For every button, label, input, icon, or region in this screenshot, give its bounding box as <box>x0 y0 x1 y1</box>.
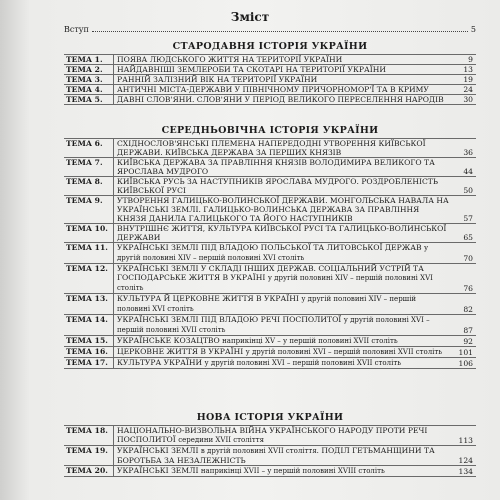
section-heading: СЕРЕДНЬОВІЧНА ІСТОРІЯ УКРАЇНИ <box>161 125 379 136</box>
topic-title <box>114 294 453 315</box>
toc-entry <box>64 95 476 105</box>
page-number: 44 <box>452 158 476 177</box>
topic-number: ТЕМА 11. <box>64 243 114 264</box>
topic-number: ТЕМА 3. <box>64 75 114 85</box>
topic-main-title: КИЇВСЬКА РУСЬ ЗА НАСТУПНИКІВ ЯРОСЛАВА МУДРОГО. РОЗДРОБЛЕНІСТЬ КИЇВСЬКОЇ РУСІ <box>117 177 438 195</box>
topic-title <box>114 358 453 369</box>
page-number: 113 <box>452 426 476 446</box>
topic-main-title: КИЇВСЬКА ДЕРЖАВА ЗА ПРАВЛІННЯ КНЯЗІВ ВОЛОДИМИРА ВЕЛИКОГО ТА ЯРОСЛАВА МУДРОГО <box>117 158 435 176</box>
toc-entry <box>64 315 476 336</box>
topic-title <box>114 75 453 85</box>
toc-entry <box>64 264 476 294</box>
topic-main-title: УКРАЇНСЬКІ ЗЕМЛІ ПІД ВЛАДОЮ РЕЧІ ПОСПОЛИТОЇ <box>117 315 342 324</box>
toc-entry <box>64 336 476 347</box>
page-number: 124 <box>452 446 476 466</box>
topic-main-title: СХІДНОСЛОВ'ЯНСЬКІ ПЛЕМЕНА НАПЕРЕДОДНІ УТВОРЕННЯ КИЇВСЬКОЇ ДЕРЖАВИ. КИЇВСЬКА ДЕРЖАВА ЗА ПЕРШИХ КНЯЗІВ <box>117 139 426 157</box>
topic-main-title: УКРАЇНСЬКІ ЗЕМЛІ У СКЛАДІ ІНШИХ ДЕРЖАВ. СОЦІАЛЬНИЙ УСТРІЙ ТА ГОСПОДАРСЬКЕ ЖИТТЯ В УКРАЇНІ <box>117 264 424 282</box>
topic-title <box>114 177 453 196</box>
topic-title <box>114 55 453 65</box>
intro-entry <box>64 25 476 34</box>
topic-number: ТЕМА 12. <box>64 264 114 294</box>
topic-number: ТЕМА 18. <box>64 426 114 446</box>
topic-title <box>114 446 453 466</box>
topic-number: ТЕМА 9. <box>64 196 114 224</box>
page-number: 30 <box>452 95 476 105</box>
topic-main-title: АНТИЧНІ МІСТА-ДЕРЖАВИ У ПІВНІЧНОМУ ПРИЧОРНОМОР'Ї ТА В КРИМУ <box>117 85 429 94</box>
toc-entry <box>64 158 476 177</box>
topic-number: ТЕМА 13. <box>64 294 114 315</box>
topic-main-title: УКРАЇНСЬКІ ЗЕМЛІ <box>117 466 199 475</box>
toc-entry <box>64 426 476 446</box>
topic-main-title: КУЛЬТУРА Й ЦЕРКОВНЕ ЖИТТЯ В УКРАЇНІ <box>117 294 299 303</box>
topic-title <box>114 139 453 158</box>
topic-number: ТЕМА 15. <box>64 336 114 347</box>
topic-title <box>114 426 453 446</box>
topic-period: наприкінці XV – у першій половині XVII століть <box>222 337 398 345</box>
toc-entry <box>64 243 476 264</box>
toc-entry <box>64 177 476 196</box>
topic-number: ТЕМА 1. <box>64 55 114 65</box>
topic-main-title: УКРАЇНСЬКІ ЗЕМЛІ ПІД ВЛАДОЮ ПОЛЬСЬКОЇ ТА ЛИТОВСЬКОЇ ДЕРЖАВ <box>117 243 422 252</box>
page-number: 57 <box>452 196 476 224</box>
topic-title <box>114 158 453 177</box>
topic-title <box>114 65 453 75</box>
topic-main-title: НАЦІОНАЛЬНО-ВИЗВОЛЬНА ВІЙНА УКРАЇНСЬКОГО НАРОДУ ПРОТИ РЕЧІ ПОСПОЛИТОЇ <box>117 426 428 444</box>
page-number: 65 <box>452 224 476 243</box>
topic-period: у другій половині XIV – першій половині XVI століть <box>117 274 433 292</box>
topic-period: середини XVII століття <box>178 436 265 444</box>
topic-number: ТЕМА 5. <box>64 95 114 105</box>
topic-number: ТЕМА 20. <box>64 466 114 477</box>
page-number: 19 <box>452 75 476 85</box>
page-number: 9 <box>452 55 476 65</box>
topic-title <box>114 347 453 358</box>
topic-number: ТЕМА 8. <box>64 177 114 196</box>
toc-entry <box>64 139 476 158</box>
page-number: 76 <box>452 264 476 294</box>
section-heading: НОВА ІСТОРІЯ УКРАЇНИ <box>196 412 344 423</box>
toc-entry <box>64 466 476 477</box>
topic-title <box>114 264 453 294</box>
topic-period: в другій половині XVII століття. <box>200 447 319 455</box>
toc-entry <box>64 347 476 358</box>
toc-entry <box>64 224 476 243</box>
toc-entry <box>64 294 476 315</box>
page-number: 106 <box>452 358 476 369</box>
topic-main-title: РАННІЙ ЗАЛІЗНИЙ ВІК НА ТЕРИТОРІЇ УКРАЇНИ <box>117 75 318 84</box>
topic-number: ТЕМА 19. <box>64 446 114 466</box>
toc-table <box>64 138 476 369</box>
topic-main-title: УКРАЇНСЬКЕ КОЗАЦТВО <box>117 336 220 345</box>
topic-number: ТЕМА 16. <box>64 347 114 358</box>
dot-leader <box>92 31 468 32</box>
page-number: 70 <box>452 243 476 264</box>
topic-main-title-continued: ПОДІЛ ГЕТЬМАНЩИНИ ТА БОРОТЬБА ЗА НЕЗАЛЕЖНІСТЬ <box>117 446 435 465</box>
topic-main-title: НАЙДАВНІШІ ЗЕМЛЕРОБИ ТА СКОТАРІ НА ТЕРИТОРІЇ УКРАЇНИ <box>117 65 386 74</box>
toc-entry <box>64 85 476 95</box>
topic-title <box>114 243 453 264</box>
topic-title <box>114 315 453 336</box>
page-number: 13 <box>452 65 476 75</box>
topic-period: у другій половині XVI – першій половині XVII століть <box>245 348 443 356</box>
topic-number: ТЕМА 7. <box>64 158 114 177</box>
topic-main-title: КУЛЬТУРА УКРАЇНИ <box>117 358 203 367</box>
toc-entry <box>64 55 476 65</box>
page-number: 50 <box>452 177 476 196</box>
intro-label: Вступ <box>64 25 89 34</box>
page-number: 92 <box>452 336 476 347</box>
topic-number: ТЕМА 2. <box>64 65 114 75</box>
page-number: 24 <box>452 85 476 95</box>
intro-page: 5 <box>470 25 476 34</box>
topic-number: ТЕМА 4. <box>64 85 114 95</box>
topic-main-title: УТВОРЕННЯ ГАЛИЦЬКО-ВОЛИНСЬКОЇ ДЕРЖАВИ. МОНГОЛЬСЬКА НАВАЛА НА УКРАЇНСЬКІ ЗЕМЛІ. ГАЛИЦЬКО-ВОЛИНСЬКА ДЕРЖАВА ЗА ПРАВЛІННЯ КНЯЗЯ ДАНИЛА ГАЛИЦЬКОГО ТА ЙОГО НАСТУПНИКІВ <box>117 196 449 223</box>
topic-main-title: ВНУТРІШНЄ ЖИТТЯ, КУЛЬТУРА КИЇВСЬКОЇ РУСІ ТА ГАЛИЦЬКО-ВОЛИНСЬКОЇ ДЕРЖАВИ <box>117 224 447 242</box>
toc-entry <box>64 446 476 466</box>
toc-entry <box>64 196 476 224</box>
topic-period: наприкінці XVII – у першій половині XVIII століть <box>200 467 385 475</box>
section-heading: СТАРОДАВНЯ ІСТОРІЯ УКРАЇНИ <box>172 41 368 52</box>
topic-title <box>114 85 453 95</box>
topic-period: у другій половині XIV – першій половині XVI століть <box>117 244 429 262</box>
topic-number: ТЕМА 6. <box>64 139 114 158</box>
topic-number: ТЕМА 14. <box>64 315 114 336</box>
toc-table <box>64 54 476 105</box>
topic-period: у другій половині XVI – першій половині XVII століть <box>204 359 402 367</box>
topic-title <box>114 95 453 105</box>
topic-main-title: УКРАЇНСЬКІ ЗЕМЛІ <box>117 446 199 455</box>
topic-title <box>114 336 453 347</box>
toc-table <box>64 425 476 477</box>
topic-number: ТЕМА 17. <box>64 358 114 369</box>
topic-title <box>114 196 453 224</box>
page-number: 134 <box>452 466 476 477</box>
topic-period: у другій половині XIV – першій половині XVI століть <box>117 295 417 313</box>
page-number: 87 <box>452 315 476 336</box>
topic-number: ТЕМА 10. <box>64 224 114 243</box>
topic-main-title: ПОЯВА ЛЮДСЬКОГО ЖИТТЯ НА ТЕРИТОРІЇ УКРАЇНИ <box>117 55 343 64</box>
topic-period: у другій половині XVI – першій половині XVII століть <box>117 316 430 334</box>
topic-main-title: ЦЕРКОВНЕ ЖИТТЯ В УКРАЇНІ <box>117 347 244 356</box>
topic-main-title: ДАВНІ СЛОВ'ЯНИ. СЛОВ'ЯНИ У ПЕРІОД ВЕЛИКОГО ПЕРЕСЕЛЕННЯ НАРОДІВ <box>117 95 444 104</box>
topic-title <box>114 466 453 477</box>
page-number: 36 <box>452 139 476 158</box>
page-number: 101 <box>452 347 476 358</box>
toc-entry <box>64 358 476 369</box>
page-title: Зміст <box>230 10 270 24</box>
topic-title <box>114 224 453 243</box>
toc-entry <box>64 65 476 75</box>
toc-entry <box>64 75 476 85</box>
page-number: 82 <box>452 294 476 315</box>
